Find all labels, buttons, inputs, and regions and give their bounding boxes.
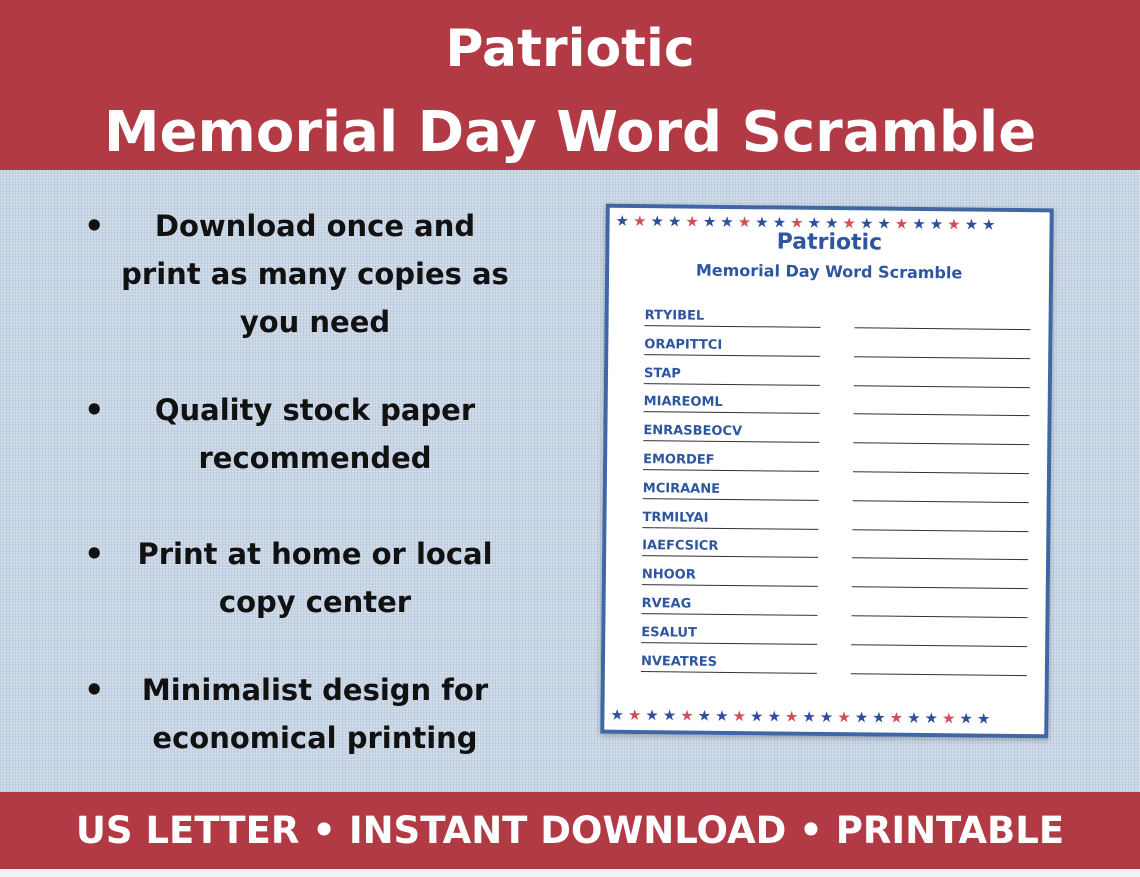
star-icon: ★ <box>889 708 908 727</box>
feature-text: Download once and print as many copies as you need <box>121 209 509 339</box>
star-icon: ★ <box>737 213 756 232</box>
scrambled-word: STAP <box>644 366 820 386</box>
answer-line <box>852 529 1028 532</box>
scrambled-word: ORAPITTCI <box>644 337 820 357</box>
scrambled-word: TRMILYAI <box>642 510 818 530</box>
star-icon: ★ <box>685 212 703 231</box>
bullet-icon: • <box>84 535 105 573</box>
worksheet-preview <box>600 204 1054 739</box>
star-icon: ★ <box>877 214 895 233</box>
scrambled-word: EMORDEF <box>643 452 819 472</box>
star-icon: ★ <box>819 707 838 727</box>
worksheet-row <box>643 448 1033 476</box>
answer-line <box>853 500 1029 503</box>
star-icon: ★ <box>615 211 634 230</box>
worksheet-row <box>641 621 1031 649</box>
feature-text: Minimalist design for economical printing <box>141 673 489 755</box>
worksheet-row <box>643 477 1033 505</box>
star-icon: ★ <box>720 212 738 232</box>
star-icon: ★ <box>755 213 773 232</box>
star-icon: ★ <box>667 212 686 231</box>
feature-text: Quality stock paper recommended <box>154 393 476 475</box>
scrambled-word: RTYIBEL <box>645 308 821 328</box>
worksheet-row <box>644 304 1034 332</box>
star-icon: ★ <box>802 707 820 726</box>
star-icon: ★ <box>680 706 698 725</box>
feature-item <box>70 386 510 482</box>
feature-item <box>70 666 510 762</box>
answer-line <box>852 558 1028 561</box>
scrambled-word: MCIRAANE <box>643 481 819 501</box>
scrambled-word: NHOOR <box>642 567 818 587</box>
worksheet-row <box>642 563 1032 591</box>
bullet-icon: • <box>84 391 105 429</box>
feature-text: Print at home or local copy center <box>137 537 493 619</box>
worksheet-row <box>644 362 1034 390</box>
worksheet-row <box>641 592 1031 620</box>
scrambled-word: NVEATRES <box>641 654 817 674</box>
star-icon: ★ <box>650 212 669 231</box>
answer-line <box>854 327 1030 330</box>
star-icon: ★ <box>859 214 878 233</box>
star-icon: ★ <box>854 708 873 727</box>
header-title-line2: Memorial Day Word Scramble <box>103 100 1037 165</box>
star-icon: ★ <box>715 706 733 726</box>
footer-strip <box>0 869 1140 877</box>
star-icon: ★ <box>824 213 843 233</box>
worksheet-subtitle: Memorial Day Word Scramble <box>695 260 963 283</box>
worksheet-row <box>642 534 1032 562</box>
answer-line <box>853 471 1029 474</box>
star-icon: ★ <box>749 707 768 726</box>
star-icon: ★ <box>907 708 925 728</box>
star-icon: ★ <box>976 709 995 728</box>
star-icon: ★ <box>837 708 855 727</box>
answer-line <box>852 586 1028 589</box>
worksheet-word-list <box>640 304 1035 670</box>
star-icon: ★ <box>894 214 913 233</box>
star-icon: ★ <box>959 709 978 728</box>
bullet-icon: • <box>84 671 105 709</box>
star-icon: ★ <box>872 708 890 727</box>
header-title-line1: Patriotic <box>445 19 695 79</box>
star-icon: ★ <box>784 707 803 726</box>
star-icon: ★ <box>767 707 786 726</box>
star-icon: ★ <box>645 706 663 725</box>
feature-item <box>70 530 510 626</box>
star-icon: ★ <box>702 212 721 231</box>
star-icon: ★ <box>772 213 791 232</box>
answer-line <box>851 673 1027 676</box>
feature-item <box>70 202 510 346</box>
star-icon: ★ <box>982 215 1000 234</box>
header-banner <box>0 0 1140 170</box>
star-icon: ★ <box>964 215 983 234</box>
worksheet-row <box>644 390 1034 418</box>
worksheet-title: Patriotic <box>776 229 883 256</box>
star-icon: ★ <box>842 214 861 233</box>
answer-line <box>853 442 1029 445</box>
star-icon: ★ <box>632 211 651 231</box>
star-icon: ★ <box>941 709 960 728</box>
star-icon: ★ <box>807 213 826 232</box>
star-icon: ★ <box>610 705 628 724</box>
answer-line <box>854 385 1030 388</box>
worksheet-row <box>642 506 1032 534</box>
scrambled-word: ESALUT <box>641 625 817 645</box>
answer-line <box>851 644 1027 647</box>
star-icon: ★ <box>924 709 943 728</box>
star-icon: ★ <box>662 706 681 725</box>
answer-line <box>854 356 1030 359</box>
star-icon: ★ <box>790 213 808 232</box>
scrambled-word: ENRASBEOCV <box>643 423 819 443</box>
scrambled-word: MIAREOML <box>644 394 820 414</box>
worksheet-row <box>644 333 1034 361</box>
scrambled-word: IAEFCSICR <box>642 538 818 558</box>
star-icon: ★ <box>912 214 930 234</box>
worksheet-row <box>641 650 1031 678</box>
star-icon: ★ <box>732 707 751 726</box>
answer-line <box>854 414 1030 417</box>
star-icon: ★ <box>627 705 646 725</box>
worksheet-row <box>643 419 1033 447</box>
star-icon: ★ <box>697 706 716 725</box>
star-border-bottom <box>610 704 1038 730</box>
footer-banner: US LETTER • INSTANT DOWNLOAD • PRINTABLE <box>0 792 1140 869</box>
scrambled-word: RVEAG <box>641 596 817 616</box>
answer-line <box>851 615 1027 618</box>
star-icon: ★ <box>929 215 948 234</box>
star-icon: ★ <box>947 215 965 234</box>
bullet-icon: • <box>84 207 105 245</box>
